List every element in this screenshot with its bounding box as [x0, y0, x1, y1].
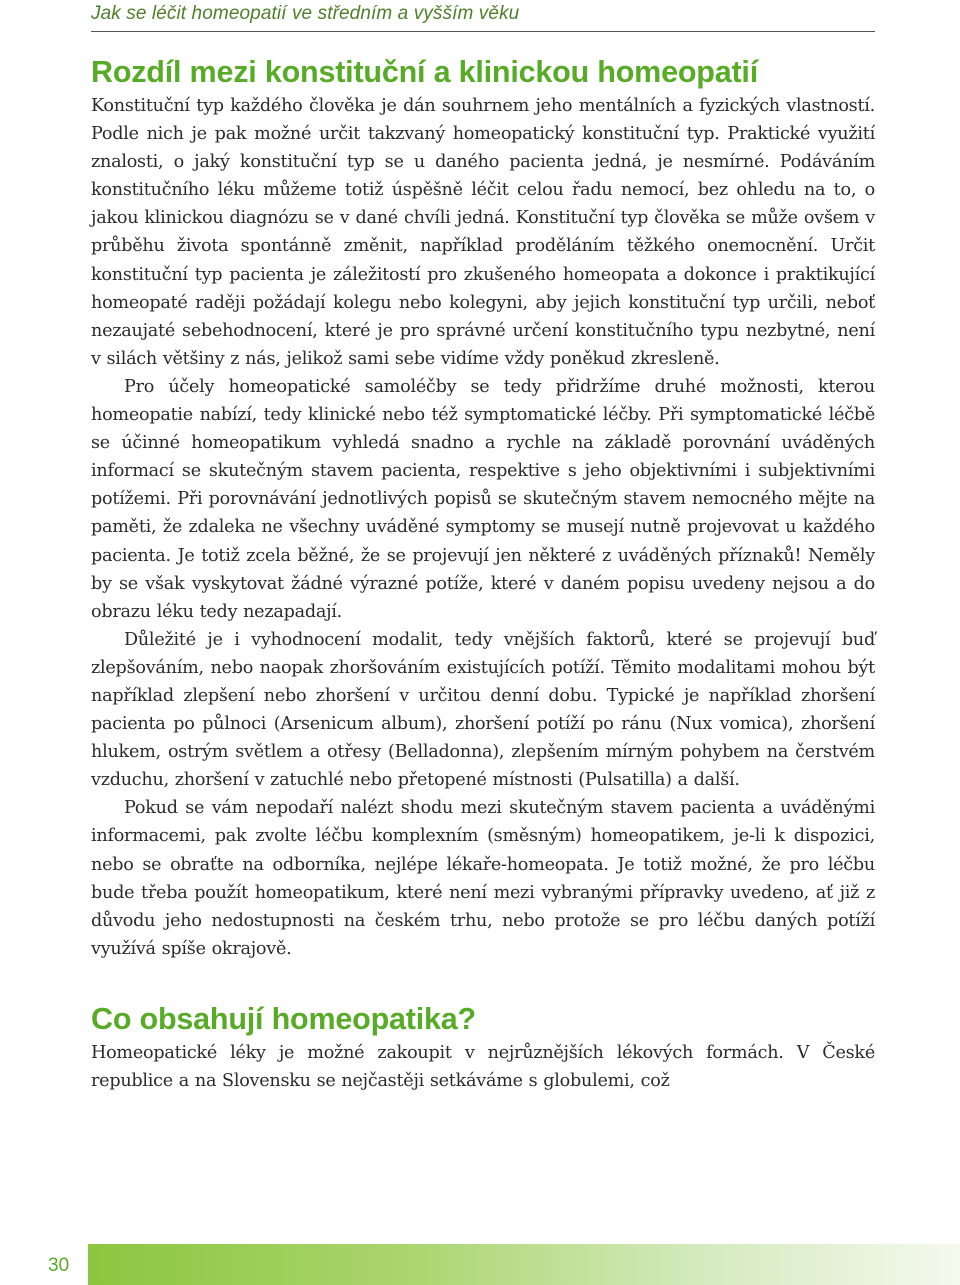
page-number: 30	[48, 1255, 70, 1276]
paragraph: Pokud se vám nepodaří nalézt shodu mezi skutečným stavem pacienta a uváděnými informacemi, pak zvolte léčbu komplexním (směsným) homeopatikem, je-li k dispozici, nebo se obraťte na odborníka, nejlépe lékaře-homeopata. Je totiž možné, že pro léčbu bude třeba použít homeopatikum, které není mezi vybranými přípravky uvedeno, ať již z důvodu jeho nedostupnosti na českém trhu, nebo protože se pro léčbu daných potíží využívá spíše okrajově.	[91, 798, 875, 959]
page-content	[91, 50, 875, 1095]
paragraph: Konstituční typ každého člověka je dán souhrnem jeho mentálních a fyzických vlastností. Podle nich je pak možné určit takzvaný homeopatický konstituční typ. Praktické využití znalosti, o jaký konstituční typ se u daného pacienta jedná, je nesmírné. Podáváním konstitučního léku můžeme totiž úspěšně léčit celou řadu nemocí, bez ohledu na to, o jakou klinickou diagnózu se v dané chvíli jedná. Konstituční typ člověka se může ovšem v průběhu života spontánně změnit, například proděláním těžkého onemocnění. Určit konstituční typ pacienta je záležitostí pro zkušeného homeopata a dokonce i praktikující homeopaté raději požádají kolegu nebo kolegyni, aby jejich konstituční typ určili, neboť nezaujaté sebehodnocení, které je pro správné určení konstitučního typu nezbytné, není v silách většiny z nás, jelikož sami sebe vidíme vždy poněkud zkresleně.	[91, 96, 875, 369]
section-heading-constitutional-vs-clinical: Rozdíl mezi konstituční a klinickou homeopatií	[91, 55, 758, 89]
header-divider	[91, 31, 875, 32]
paragraph: Homeopatické léky je možné zakoupit v nejrůznějších lékových formách. V České republice a na Slovensku se nejčastěji setkáváme s globulemi, což	[91, 1042, 875, 1091]
section-heading-what-homeopathics-contain: Co obsahují homeopatika?	[91, 1001, 476, 1036]
running-header: Jak se léčit homeopatií ve středním a vyšším věku	[91, 3, 520, 24]
paragraph: Důležité je i vyhodnocení modalit, tedy vnějších faktorů, které se projevují buď zlepšováním, nebo naopak zhoršováním existujících potíží. Těmito modalitami mohou být například zlepšení nebo zhoršení v určitou denní dobu. Typické je například zhoršení pacienta po půlnoci (Arsenicum album), zhoršení potíží po ránu (Nux vomica), zhoršení hlukem, ostrým světlem a otřesy (Belladonna), zlepšením mírným pohybem na čerstvém vzduchu, zhoršení v zatuchlé nebo přetopené místnosti (Pulsatilla) a další.	[91, 629, 875, 791]
footer-gradient-bar	[88, 1244, 960, 1285]
paragraph: Pro účely homeopatické samoléčby se tedy přidržíme druhé možnosti, kterou homeopatie nabízí, tedy klinické nebo též symptomatické léčby. Při symptomatické léčbě se účinné homeopatikum vyhledá snadno a rychle na základě porovnání uváděných informací se skutečným stavem pacienta, respektive s jeho objektivními i subjektivními potížemi. Při porovnávání jednotlivých popisů se skutečným stavem nemocného mějte na paměti, že zdaleka ne všechny uváděné symptomy se musejí nutně projevovat u každého pacienta. Je totiž zcela běžné, že se projevují jen některé z uváděných příznaků! Neměly by se však vyskytovat žádné výrazné potíže, které v daném popisu uvedeny nejsou a do obrazu léku tedy nezapadají.	[91, 376, 875, 622]
